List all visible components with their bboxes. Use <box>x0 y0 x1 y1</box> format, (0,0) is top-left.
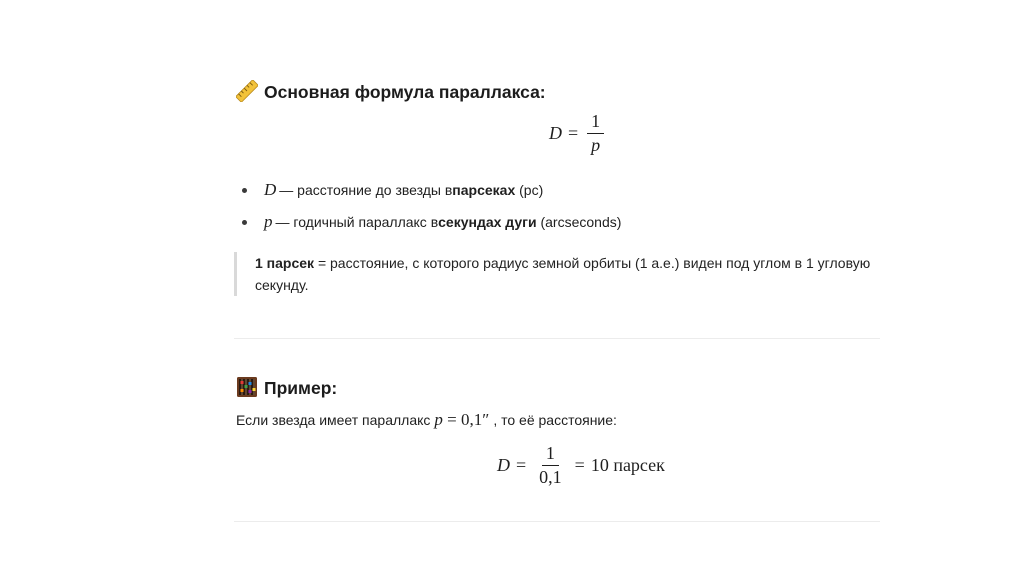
fraction-denominator: p <box>591 134 601 155</box>
section-title-example <box>236 376 337 399</box>
fraction-denominator: 0,1 <box>539 466 562 487</box>
item-text-pre: — годичный параллакс в <box>275 214 439 230</box>
list-item <box>240 206 621 238</box>
formula-equals: = <box>568 123 579 144</box>
formula-equals: = <box>574 455 585 476</box>
formula-result: 10 парсек <box>590 455 665 476</box>
example-text <box>236 410 617 430</box>
formula-lhs: D <box>497 455 510 476</box>
formula-equals: = <box>516 455 527 476</box>
section-title-text: Основная формула параллакса: <box>264 82 546 102</box>
example-post: , то её расстояние: <box>493 412 617 428</box>
abacus-icon <box>236 376 258 398</box>
divider <box>234 338 880 339</box>
inline-math <box>434 410 489 430</box>
formula-fraction <box>535 444 566 487</box>
item-text-bold: секундах дуги <box>438 214 537 230</box>
formula-fraction <box>587 112 604 155</box>
example-pre: Если звезда имеет параллакс <box>236 412 431 428</box>
item-text-pre: — расстояние до звезды в <box>279 182 453 198</box>
ruler-icon <box>236 80 258 102</box>
variable-symbol: p <box>264 212 273 231</box>
variable-symbol: D <box>264 180 277 199</box>
inline-value: = 0,1″ <box>447 410 490 429</box>
inline-variable: p <box>434 410 443 429</box>
quote-text: = расстояние, с которого радиус земной орбиты (1 а.е.) виден под углом в 1 угловую секунду. <box>255 255 871 293</box>
section-title-formula <box>236 80 546 103</box>
formula-lhs: D <box>549 123 562 144</box>
fraction-numerator: 1 <box>542 444 559 466</box>
item-text-post: (pc) <box>515 182 544 198</box>
section-title-text: Пример: <box>264 378 338 398</box>
parsec-definition-quote <box>234 252 901 296</box>
divider <box>234 521 880 522</box>
item-text-post: (arcseconds) <box>536 214 622 230</box>
list-item <box>240 174 621 206</box>
item-text-bold: парсеках <box>452 182 516 198</box>
fraction-numerator: 1 <box>587 112 604 134</box>
quote-bold: 1 парсек <box>255 255 315 271</box>
parallax-formula <box>549 112 607 155</box>
variable-list <box>240 174 621 238</box>
example-formula <box>497 444 665 487</box>
